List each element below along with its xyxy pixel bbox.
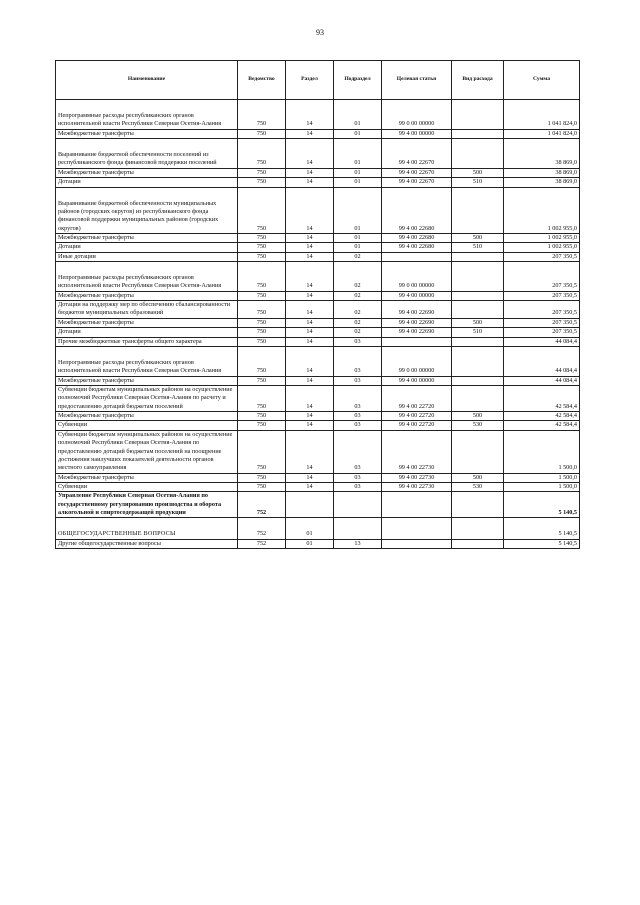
row-name: Непрограммные расходы республиканских органов исполнительной власти Республики Северная Осетия-Алания	[56, 100, 238, 130]
row-department: 750	[238, 100, 286, 130]
row-department: 750	[238, 412, 286, 421]
row-subsection: 02	[334, 301, 382, 319]
header-subsection: Подраздел	[334, 61, 382, 100]
row-subsection: 01	[334, 129, 382, 138]
row-expense-type: 530	[452, 421, 504, 430]
row-name: Субвенции бюджетам муниципальных районов на осуществление полномочий Республики Северная Осетия-Алания по предоставлению дотаций бюджетам поселений на поощрение достижения наилучших показателей деятельности органов местного самоуправления	[56, 430, 238, 473]
row-expense-type	[452, 492, 504, 518]
row-target	[382, 252, 452, 261]
row-target: 99 4 00 00000	[382, 291, 452, 300]
row-department: 750	[238, 243, 286, 252]
row-section: 14	[286, 233, 334, 242]
row-name: Управление Республики Северная Осетия-Алания по государственному регулированию производства и оборота алкогольной и спиртосодержащей продукции	[56, 492, 238, 518]
row-target: 99 4 00 22690	[382, 318, 452, 327]
row-amount: 1 041 824,0	[504, 129, 580, 138]
row-section: 14	[286, 346, 334, 376]
row-target: 99 0 00 00000	[382, 346, 452, 376]
row-department: 750	[238, 337, 286, 346]
row-subsection: 01	[334, 178, 382, 187]
row-target: 99 4 00 22670	[382, 168, 452, 177]
row-amount: 44 084,4	[504, 337, 580, 346]
row-target: 99 4 00 22720	[382, 412, 452, 421]
row-expense-type: 530	[452, 482, 504, 491]
row-expense-type: 500	[452, 412, 504, 421]
row-target: 99 4 00 22680	[382, 187, 452, 233]
row-amount: 5 140,5	[504, 539, 580, 548]
row-subsection: 03	[334, 482, 382, 491]
table-row	[56, 482, 580, 491]
row-target	[382, 492, 452, 518]
row-subsection: 01	[334, 233, 382, 242]
row-department: 752	[238, 492, 286, 518]
budget-table	[55, 60, 580, 549]
row-section	[286, 492, 334, 518]
row-amount: 207 350,5	[504, 262, 580, 292]
row-section: 14	[286, 412, 334, 421]
row-amount: 1 002 955,0	[504, 233, 580, 242]
row-section: 14	[286, 252, 334, 261]
row-department: 750	[238, 139, 286, 169]
table-header-row	[56, 61, 580, 100]
row-target: 99 4 00 00000	[382, 376, 452, 385]
row-expense-type	[452, 376, 504, 385]
row-expense-type: 500	[452, 318, 504, 327]
row-section: 14	[286, 421, 334, 430]
row-target: 99 4 00 22730	[382, 482, 452, 491]
row-section: 14	[286, 187, 334, 233]
row-section: 14	[286, 291, 334, 300]
row-amount: 1 500,0	[504, 482, 580, 491]
table-row	[56, 262, 580, 292]
table-row	[56, 539, 580, 548]
row-department: 750	[238, 301, 286, 319]
row-department: 750	[238, 482, 286, 491]
table-row	[56, 100, 580, 130]
row-department: 750	[238, 291, 286, 300]
table-row	[56, 376, 580, 385]
row-amount: 44 084,4	[504, 346, 580, 376]
page-number: 93	[316, 28, 324, 37]
row-target: 99 4 00 22680	[382, 243, 452, 252]
table-row	[56, 518, 580, 539]
row-section: 14	[286, 262, 334, 292]
row-department: 750	[238, 178, 286, 187]
row-subsection: 01	[334, 139, 382, 169]
header-target: Целевая статья	[382, 61, 452, 100]
row-name: Межбюджетные трансферты	[56, 168, 238, 177]
table-row	[56, 129, 580, 138]
row-amount: 1 002 955,0	[504, 243, 580, 252]
row-subsection: 02	[334, 262, 382, 292]
row-expense-type: 510	[452, 178, 504, 187]
row-department: 750	[238, 252, 286, 261]
table-row	[56, 328, 580, 337]
header-amount: Сумма	[504, 61, 580, 100]
row-name: Выравнивание бюджетной обеспеченности муниципальных районов (городских округов) из республиканского фонда финансовой поддержки муниципальных районов (городских округов)	[56, 187, 238, 233]
row-amount: 44 084,4	[504, 376, 580, 385]
row-name: Субвенции бюджетам муниципальных районов на осуществление полномочий Республики Северная Осетия-Алания по расчету и предоставлению дотаций бюджетам поселений	[56, 385, 238, 411]
row-expense-type	[452, 100, 504, 130]
row-section: 14	[286, 376, 334, 385]
row-amount: 1 041 824,0	[504, 100, 580, 130]
row-section: 14	[286, 129, 334, 138]
row-name: Непрограммные расходы республиканских органов исполнительной власти Республики Северная Осетия-Алания	[56, 346, 238, 376]
row-department: 750	[238, 328, 286, 337]
row-amount: 1 500,0	[504, 473, 580, 482]
row-name: Дотации на поддержку мер по обеспечению сбалансированности бюджетов муниципальных образований	[56, 301, 238, 319]
row-amount: 1 500,0	[504, 430, 580, 473]
table-row	[56, 412, 580, 421]
row-name: Межбюджетные трансферты	[56, 412, 238, 421]
table-row	[56, 301, 580, 319]
row-name: Межбюджетные трансферты	[56, 318, 238, 327]
row-department: 750	[238, 385, 286, 411]
row-target: 99 4 00 22730	[382, 473, 452, 482]
row-section: 14	[286, 328, 334, 337]
row-amount: 42 584,4	[504, 421, 580, 430]
table-row	[56, 252, 580, 261]
row-target: 99 4 00 22720	[382, 385, 452, 411]
row-expense-type	[452, 518, 504, 539]
row-subsection: 02	[334, 328, 382, 337]
row-target: 99 4 00 22670	[382, 139, 452, 169]
row-subsection: 01	[334, 243, 382, 252]
row-subsection: 03	[334, 430, 382, 473]
row-expense-type	[452, 187, 504, 233]
table-row	[56, 187, 580, 233]
row-expense-type	[452, 539, 504, 548]
table-row	[56, 421, 580, 430]
row-department: 750	[238, 233, 286, 242]
table-row	[56, 318, 580, 327]
row-subsection: 01	[334, 168, 382, 177]
row-amount: 207 350,5	[504, 318, 580, 327]
table-row	[56, 168, 580, 177]
row-name: Прочие межбюджетные трансферты общего характера	[56, 337, 238, 346]
row-target: 99 4 00 22720	[382, 421, 452, 430]
row-subsection: 01	[334, 187, 382, 233]
row-department: 750	[238, 421, 286, 430]
row-target: 99 0 00 00000	[382, 100, 452, 130]
row-target: 99 4 00 22730	[382, 430, 452, 473]
row-target: 99 4 00 22680	[382, 233, 452, 242]
row-amount: 207 350,5	[504, 252, 580, 261]
table-row	[56, 337, 580, 346]
row-department: 750	[238, 376, 286, 385]
row-target: 99 4 00 22690	[382, 301, 452, 319]
row-subsection	[334, 518, 382, 539]
header-department: Ведомство	[238, 61, 286, 100]
row-expense-type	[452, 252, 504, 261]
row-subsection: 02	[334, 252, 382, 261]
row-subsection: 02	[334, 318, 382, 327]
row-target: 99 4 00 22670	[382, 178, 452, 187]
row-department: 750	[238, 129, 286, 138]
row-name: Дотации	[56, 328, 238, 337]
row-expense-type: 500	[452, 168, 504, 177]
row-subsection: 03	[334, 346, 382, 376]
table-row	[56, 243, 580, 252]
row-section: 01	[286, 539, 334, 548]
row-name: Дотации	[56, 243, 238, 252]
row-expense-type	[452, 139, 504, 169]
row-section: 14	[286, 243, 334, 252]
row-department: 750	[238, 187, 286, 233]
row-subsection: 02	[334, 291, 382, 300]
row-amount: 207 350,5	[504, 291, 580, 300]
row-name: Иные дотации	[56, 252, 238, 261]
row-name: Непрограммные расходы республиканских органов исполнительной власти Республики Северная Осетия-Алания	[56, 262, 238, 292]
row-section: 14	[286, 318, 334, 327]
row-target: 99 0 00 00000	[382, 262, 452, 292]
row-section: 14	[286, 337, 334, 346]
row-section: 14	[286, 482, 334, 491]
header-section: Раздел	[286, 61, 334, 100]
table-row	[56, 430, 580, 473]
row-section: 14	[286, 168, 334, 177]
row-target	[382, 539, 452, 548]
row-subsection: 01	[334, 100, 382, 130]
row-section: 14	[286, 430, 334, 473]
row-subsection: 03	[334, 421, 382, 430]
row-amount: 207 350,5	[504, 328, 580, 337]
row-expense-type	[452, 337, 504, 346]
table-row	[56, 139, 580, 169]
table-row	[56, 178, 580, 187]
row-expense-type	[452, 262, 504, 292]
row-name: Межбюджетные трансферты	[56, 129, 238, 138]
table-row	[56, 346, 580, 376]
table-row	[56, 473, 580, 482]
row-name: Дотации	[56, 178, 238, 187]
row-section: 01	[286, 518, 334, 539]
row-name: Межбюджетные трансферты	[56, 233, 238, 242]
row-expense-type	[452, 430, 504, 473]
row-amount: 207 350,5	[504, 301, 580, 319]
row-amount: 5 140,5	[504, 492, 580, 518]
row-subsection	[334, 492, 382, 518]
row-name: Межбюджетные трансферты	[56, 473, 238, 482]
table-row	[56, 291, 580, 300]
row-department: 750	[238, 346, 286, 376]
row-amount: 38 869,0	[504, 168, 580, 177]
row-section: 14	[286, 301, 334, 319]
row-department: 750	[238, 473, 286, 482]
row-amount: 5 140,5	[504, 518, 580, 539]
row-amount: 38 869,0	[504, 178, 580, 187]
row-subsection: 03	[334, 337, 382, 346]
row-expense-type: 500	[452, 233, 504, 242]
row-name: Субвенции	[56, 482, 238, 491]
row-section: 14	[286, 178, 334, 187]
row-target: 99 4 00 00000	[382, 129, 452, 138]
row-target	[382, 518, 452, 539]
header-expense-type: Вид расхода	[452, 61, 504, 100]
row-name: Межбюджетные трансферты	[56, 376, 238, 385]
row-expense-type: 510	[452, 243, 504, 252]
row-section: 14	[286, 100, 334, 130]
table-row	[56, 233, 580, 242]
row-amount: 1 002 955,0	[504, 187, 580, 233]
row-subsection: 03	[334, 385, 382, 411]
row-section: 14	[286, 473, 334, 482]
row-expense-type	[452, 346, 504, 376]
row-expense-type	[452, 385, 504, 411]
row-department: 750	[238, 318, 286, 327]
row-expense-type: 510	[452, 328, 504, 337]
row-department: 752	[238, 539, 286, 548]
row-target: 99 4 00 22690	[382, 328, 452, 337]
row-name: ОБЩЕГОСУДАРСТВЕННЫЕ ВОПРОСЫ	[56, 518, 238, 539]
row-department: 750	[238, 262, 286, 292]
row-expense-type	[452, 301, 504, 319]
row-subsection: 03	[334, 473, 382, 482]
row-amount: 42 584,4	[504, 385, 580, 411]
row-subsection: 13	[334, 539, 382, 548]
row-expense-type: 500	[452, 473, 504, 482]
table-row	[56, 385, 580, 411]
row-subsection: 03	[334, 412, 382, 421]
row-subsection: 03	[334, 376, 382, 385]
row-target	[382, 337, 452, 346]
row-section: 14	[286, 139, 334, 169]
row-amount: 38 869,0	[504, 139, 580, 169]
row-department: 750	[238, 168, 286, 177]
row-expense-type	[452, 129, 504, 138]
row-name: Межбюджетные трансферты	[56, 291, 238, 300]
row-section: 14	[286, 385, 334, 411]
table-row	[56, 492, 580, 518]
row-department: 750	[238, 430, 286, 473]
row-name: Другие общегосударственные вопросы	[56, 539, 238, 548]
header-name: Наименование	[56, 61, 238, 100]
row-name: Субвенции	[56, 421, 238, 430]
row-amount: 42 584,4	[504, 412, 580, 421]
row-department: 752	[238, 518, 286, 539]
row-name: Выравнивание бюджетной обеспеченности поселений из республиканского фонда финансовой поддержки поселений	[56, 139, 238, 169]
row-expense-type	[452, 291, 504, 300]
